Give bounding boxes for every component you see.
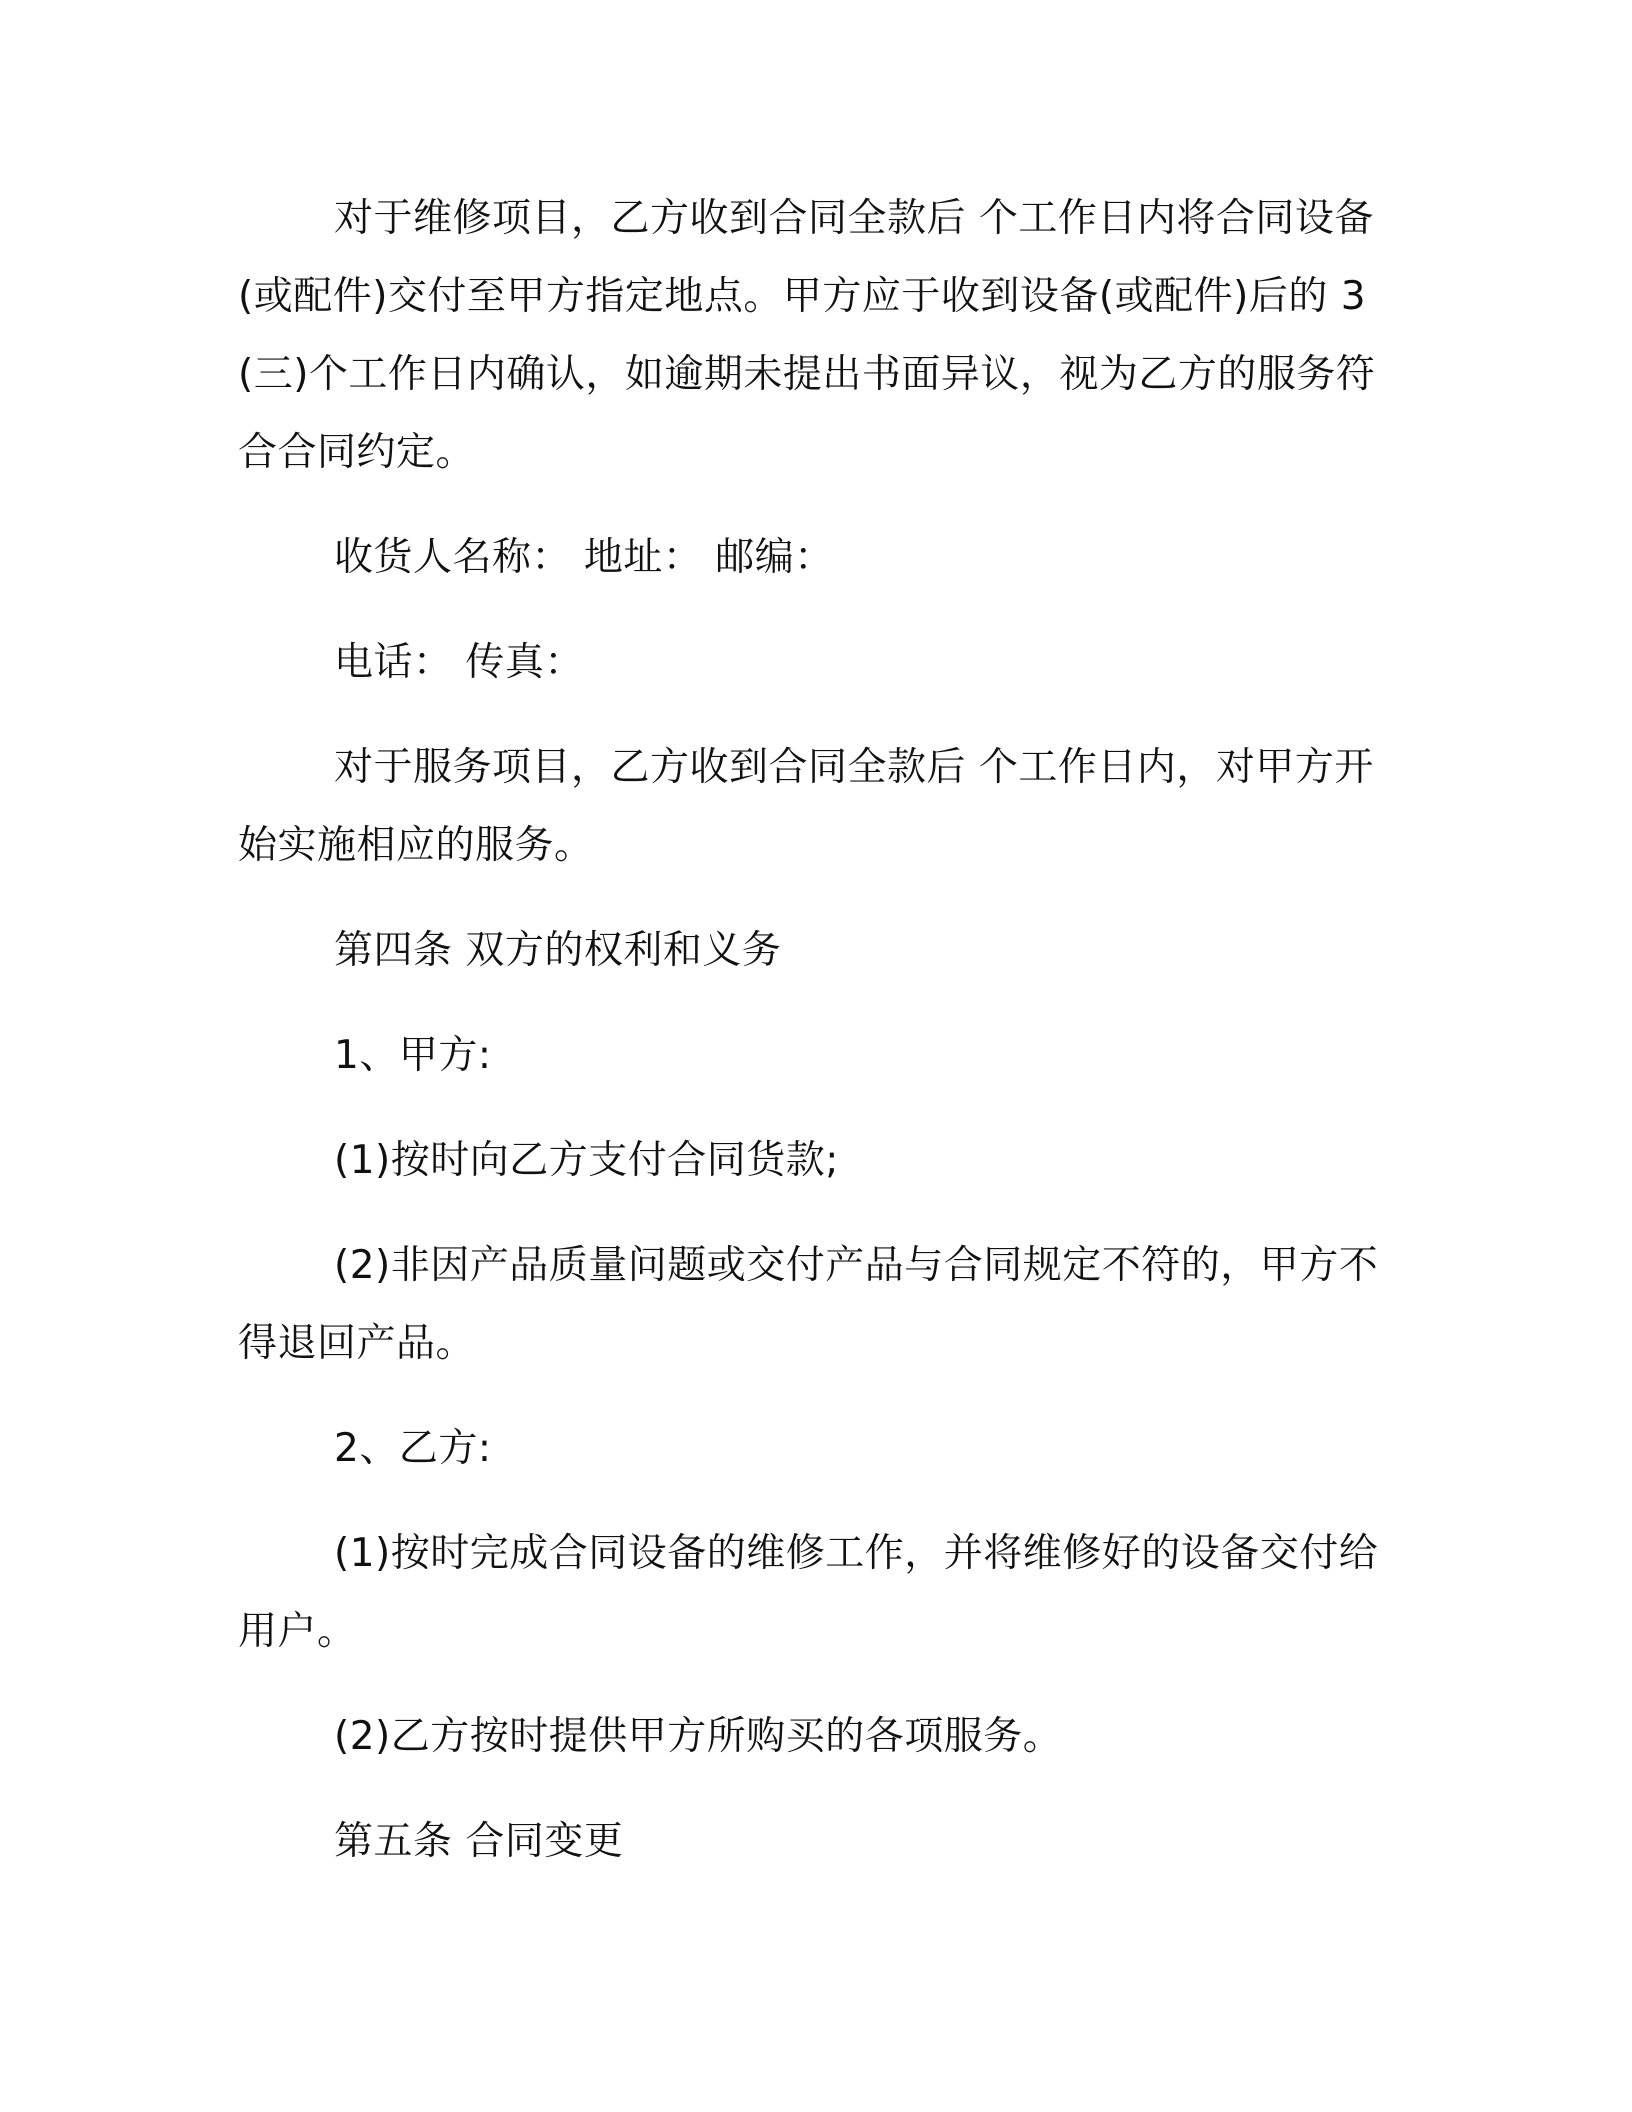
party-b-item-1: (1)按时完成合同设备的维修工作，并将维修好的设备交付给用户。 [238,1531,1379,1654]
paragraph-consignee-info: 收货人名称： 地址： 邮编： [334,535,834,580]
party-a-item-1: (1)按时向乙方支付合同货款; [334,1138,839,1183]
document-body [238,180,1398,1881]
party-b-item-2: (2)乙方按时提供甲方所购买的各项服务。 [334,1714,1063,1759]
section-heading-rights-obligations: 第四条 双方的权利和义务 [334,928,782,973]
paragraph-service-start: 对于服务项目，乙方收到合同全款后 个工作日内，对甲方开始实施相应的服务。 [238,745,1374,868]
paragraph-phone-fax: 电话： 传真： [334,640,584,685]
section-heading-contract-change: 第五条 合同变更 [334,1819,624,1864]
party-a-item-2: (2)非因产品质量问题或交付产品与合同规定不符的，甲方不得退回产品。 [238,1243,1379,1366]
paragraph-repair-delivery: 对于维修项目，乙方收到合同全款后 个工作日内将合同设备(或配件)交付至甲方指定地点。甲方应于收到设备(或配件)后的 3(三)个工作日内确认，如逾期未提出书面异议，视为乙方的服务符合合同约定。 [238,196,1376,475]
subheading-party-b: 2、乙方: [334,1426,492,1471]
subheading-party-a: 1、甲方: [334,1033,492,1078]
